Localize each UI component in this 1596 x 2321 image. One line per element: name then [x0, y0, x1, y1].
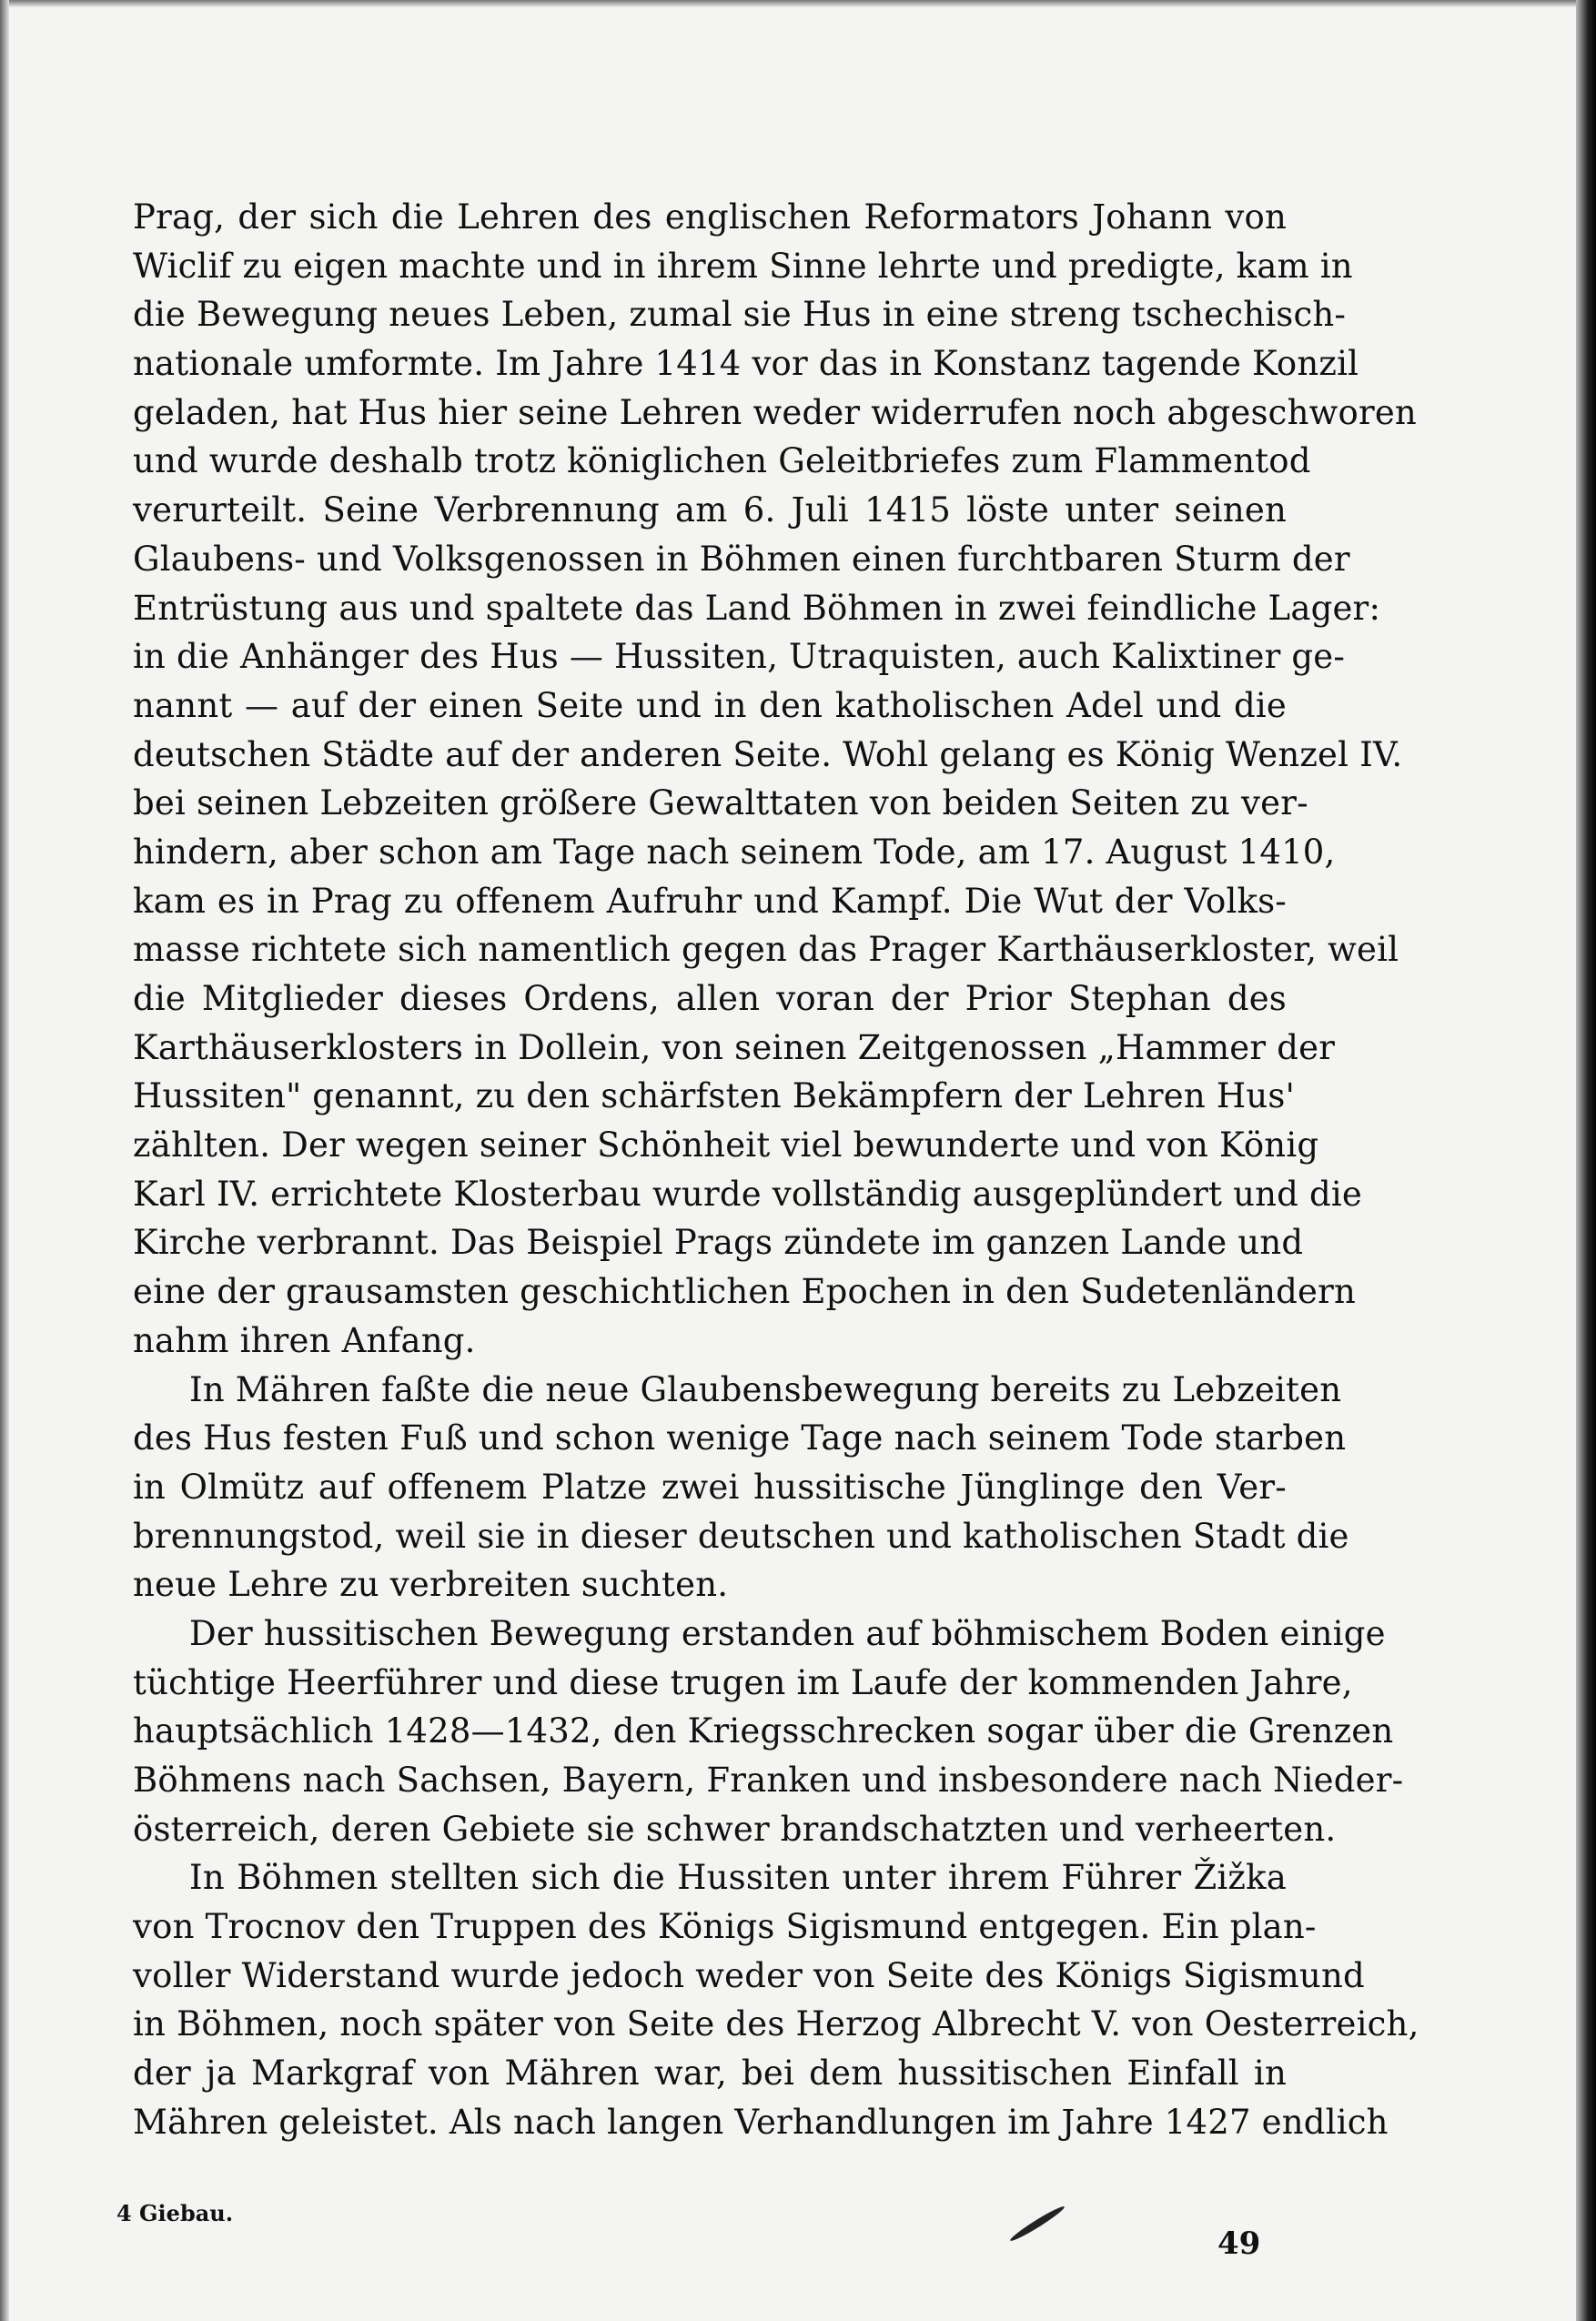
text-line: Wiclif zu eigen machte und in ihrem Sinne lehrte und predigte, kam in [133, 246, 1353, 286]
text-line: Mähren geleistet. Als nach langen Verhandlungen im Jahre 1427 endlich [133, 2102, 1389, 2142]
text-line: eine der grausamsten geschichtlichen Epochen in den Sudetenländern [133, 1272, 1357, 1312]
text-line: die Mitglieder dieses Ordens, allen voran der Prior Stephan des [133, 979, 1287, 1018]
text-line: neue Lehre zu verbreiten suchten. [133, 1565, 729, 1605]
text-line: In Mähren faßte die neue Glaubensbewegung bereits zu Lebzeiten [189, 1369, 1342, 1409]
text-line: tüchtige Heerführer und diese trugen im Laufe der kommenden Jahre, [133, 1662, 1353, 1702]
text-line: hauptsächlich 1428—1432, den Kriegsschrecken sogar über die Grenzen [133, 1711, 1394, 1751]
text-line: österreich, deren Gebiete sie schwer brandschatzten und verheerten. [133, 1809, 1337, 1849]
scan-edge-left [0, 0, 9, 2321]
text-line: Karl IV. errichtete Klosterbau wurde vollständig ausgeplündert und die [133, 1174, 1362, 1214]
text-line: Hussiten" genannt, zu den schärfsten Bekämpfern der Lehren Hus' [133, 1076, 1295, 1116]
text-line: voller Widerstand wurde jedoch weder von Seite des Königs Sigismund [133, 1955, 1365, 1995]
text-line: in Olmütz auf offenem Platze zwei hussitische Jünglinge den Ver- [133, 1467, 1287, 1507]
text-line: masse richtete sich namentlich gegen das Prager Karthäuserkloster, weil [133, 930, 1399, 970]
text-line: nannt — auf der einen Seite und in den katholischen Adel und die [133, 685, 1287, 725]
text-line: in die Anhänger des Hus — Hussiten, Utraquisten, auch Kalixtiner ge- [133, 637, 1346, 677]
text-line: zählten. Der wegen seiner Schönheit viel bewunderte und von König [133, 1125, 1319, 1166]
text-line: Entrüstung aus und spaltete das Land Böhmen in zwei feindliche Lager: [133, 588, 1381, 628]
scan-edge-right [1576, 0, 1596, 2321]
paragraph [133, 1853, 1419, 2146]
text-line: nationale umformte. Im Jahre 1414 vor das in Konstanz tagende Konzil [133, 344, 1359, 384]
text-line: Der hussitischen Bewegung erstanden auf böhmischem Boden einige [189, 1613, 1386, 1653]
page-number: 49 [1217, 2225, 1261, 2262]
text-line: kam es in Prag zu offenem Aufruhr und Kampf. Die Wut der Volks- [133, 881, 1287, 921]
scan-edge-top [0, 0, 1596, 7]
text-line: Karthäuserklosters in Dollein, von seinen Zeitgenossen „Hammer der [133, 1027, 1336, 1067]
text-line: verurteilt. Seine Verbrennung am 6. Juli 1415 löste unter seinen [133, 490, 1287, 530]
text-line: die Bewegung neues Leben, zumal sie Hus in eine streng tschechisch- [133, 295, 1347, 335]
text-line: des Hus festen Fuß und schon wenige Tage nach seinem Tode starben [133, 1418, 1347, 1458]
text-line: Glaubens- und Volksgenossen in Böhmen einen furchtbaren Sturm der [133, 539, 1350, 579]
text-line: von Trocnov den Truppen des Königs Sigismund entgegen. Ein plan- [133, 1907, 1317, 1947]
text-line: und wurde deshalb trotz königlichen Geleitbriefes zum Flammentod [133, 441, 1311, 481]
body-text [133, 193, 1419, 2147]
paragraph [133, 1610, 1404, 1853]
text-line: geladen, hat Hus hier seine Lehren weder widerrufen noch abgeschworen [133, 392, 1417, 432]
text-line: der ja Markgraf von Mähren war, bei dem hussitischen Einfall in [133, 2054, 1287, 2094]
text-line: Prag, der sich die Lehren des englischen Reformators Johann von [133, 197, 1287, 237]
text-line: Böhmens nach Sachsen, Bayern, Franken und insbesondere nach Nieder- [133, 1761, 1404, 1800]
text-line: brennungstod, weil sie in dieser deutschen und katholischen Stadt die [133, 1516, 1349, 1556]
text-line: in Böhmen, noch später von Seite des Herzog Albrecht V. von Oesterreich, [133, 2004, 1419, 2044]
text-line: bei seinen Lebzeiten größere Gewalttaten von beiden Seiten zu ver- [133, 783, 1308, 823]
text-line: Kirche verbrannt. Das Beispiel Prags zündete im ganzen Lande und [133, 1223, 1304, 1263]
text-line: hindern, aber schon am Tage nach seinem Tode, am 17. August 1410, [133, 832, 1336, 872]
paragraph [133, 193, 1417, 1366]
ink-mark [1008, 2204, 1066, 2244]
paragraph [133, 1366, 1349, 1610]
text-line: In Böhmen stellten sich die Hussiten unter ihrem Führer Žižka [189, 1858, 1287, 1898]
printer-signature: 4 Giebau. [116, 2200, 234, 2226]
text-line: deutschen Städte auf der anderen Seite. Wohl gelang es König Wenzel IV. [133, 734, 1403, 774]
text-line: nahm ihren Anfang. [133, 1320, 476, 1360]
